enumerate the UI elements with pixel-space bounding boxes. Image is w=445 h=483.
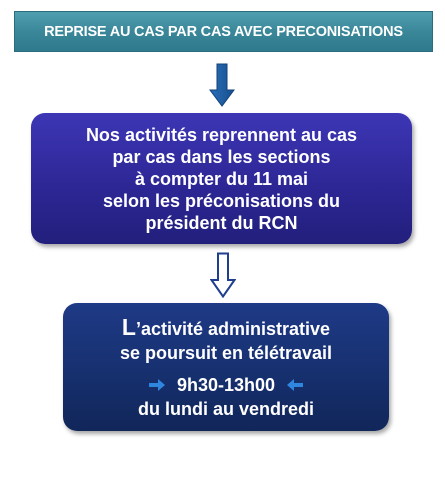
box1-line: président du RCN xyxy=(145,212,298,233)
arrow-down-icon xyxy=(209,63,235,107)
arrow-down-outline-icon xyxy=(210,252,236,298)
info-box-activities xyxy=(31,113,412,244)
title-text: REPRISE AU CAS PAR CAS AVEC PRECONISATIONS xyxy=(44,23,403,40)
box1-line: selon les préconisations du xyxy=(102,190,341,211)
box2-line: du lundi au vendredi xyxy=(137,399,314,419)
box1-line: par cas dans les sections xyxy=(112,146,331,167)
box1-line: Nos activités reprennent au cas xyxy=(85,124,358,145)
box2-initial: L xyxy=(121,314,136,340)
hours-text: 9h30-13h00 xyxy=(176,375,276,395)
arrow-right-icon xyxy=(149,379,165,391)
box2-line: se poursuit en télétravail xyxy=(119,343,333,363)
title-banner xyxy=(14,11,433,52)
info-box-administration xyxy=(63,303,389,431)
box1-line: à compter du 11 mai xyxy=(134,168,309,189)
box2-line xyxy=(63,316,389,340)
hours-row xyxy=(63,374,389,396)
box2-line1-rest: ’activité administrative xyxy=(135,319,331,339)
arrow-left-icon xyxy=(287,379,303,391)
